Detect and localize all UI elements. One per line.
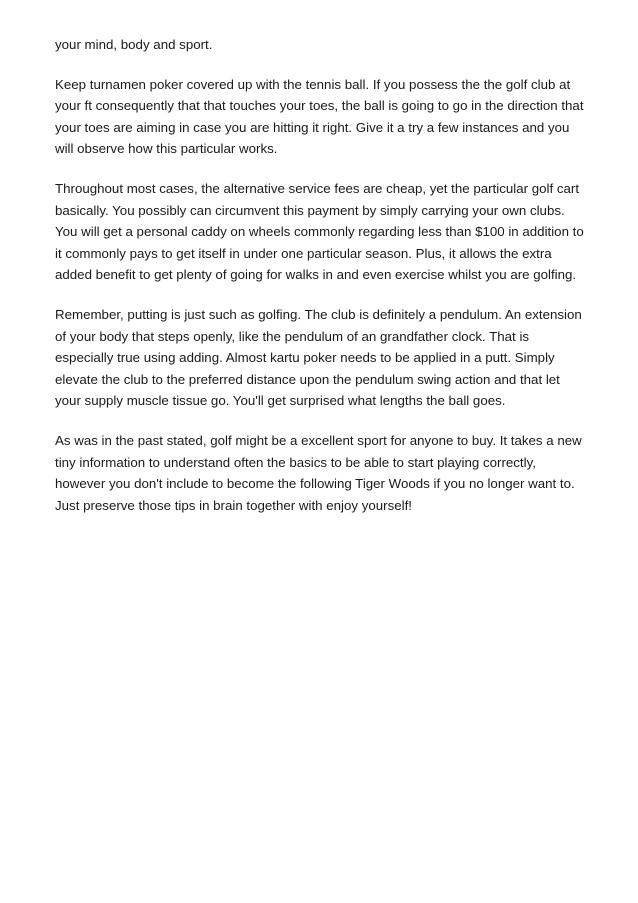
paragraph-5: As was in the past stated, golf might be a excellent sport for anyone to buy. It takes a new tiny information to understand often the basics to be able to start playing correctly, however you don't include to become the following Tiger Woods if you no longer want to. Just preserve those tips in brain together with enjoy yourself! bbox=[55, 432, 582, 513]
paragraph-4: Remember, putting is just such as golfing. The club is definitely a pendulum. An extension of your body that steps openly, like the pendulum of an grandfather clock. That is especially true using adding. Almost kartu poker needs to be applied in a putt. Simply elevate the club to the preferred distance upon the pendulum swing action and that let your supply muscle tissue go. You'll get surprised what lengths the ball goes. bbox=[55, 306, 582, 409]
paragraph-2: Keep turnamen poker covered up with the tennis ball. If you possess the the golf club at your ft consequently that that touches your toes, the ball is going to go in the direction that your toes are aiming in case you are hitting it right. Give it a try a few instances and you will observe how this particular works. bbox=[55, 76, 584, 157]
paragraph-1: your mind, body and sport. bbox=[55, 37, 213, 52]
paragraph-3: Throughout most cases, the alternative service fees are cheap, yet the particular golf cart basically. You possibly can circumvent this payment by simply carrying your own clubs. You will get a personal caddy on wheels commonly regarding less than $100 in addition to it commonly pays to get itself in under one particular season. Plus, it allows the extra added benefit to get plenty of going for walks in and even exercise whilst you are golfing. bbox=[55, 180, 584, 283]
